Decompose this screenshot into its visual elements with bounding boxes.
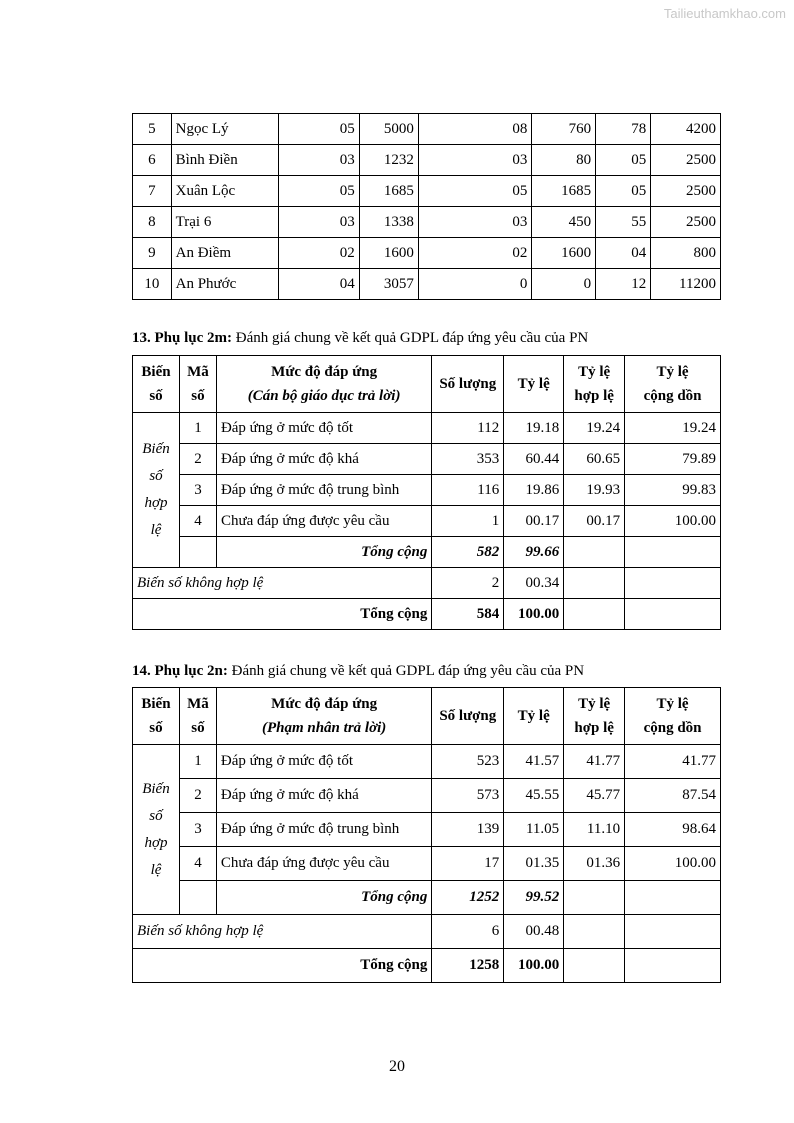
- header-ma-so: Mã số: [179, 688, 216, 745]
- cell-c5: 04: [596, 238, 651, 269]
- row-code: 1: [179, 413, 216, 444]
- watermark: Tailieuthamkhao.com: [663, 6, 786, 21]
- row-count: 573: [432, 779, 504, 813]
- row-cum-pct: 98.64: [625, 813, 721, 847]
- total-pct: 100.00: [504, 599, 564, 630]
- row-label: Đáp ứng ở mức độ khá: [216, 779, 431, 813]
- row-code: 2: [179, 779, 216, 813]
- row-code: 2: [179, 444, 216, 475]
- valid-group-label: Biến số hợp lệ: [133, 745, 180, 915]
- table-row: [133, 413, 721, 444]
- cell-c4: 1685: [532, 176, 596, 207]
- table-row: [133, 207, 721, 238]
- empty-cell: [564, 599, 625, 630]
- row-valid-pct: 19.93: [564, 475, 625, 506]
- cell-name: An Điềm: [171, 238, 278, 269]
- total-pct: 100.00: [504, 949, 564, 983]
- total-count: 1258: [432, 949, 504, 983]
- cell-c6: 2500: [651, 207, 721, 238]
- empty-cell: [625, 599, 721, 630]
- row-valid-pct: 11.10: [564, 813, 625, 847]
- cell-c1: 05: [279, 176, 360, 207]
- row-label: Đáp ứng ở mức độ tốt: [216, 745, 431, 779]
- valid-group-label: Biến số hợp lệ: [133, 413, 180, 568]
- cell-c5: 05: [596, 176, 651, 207]
- cell-c2: 1338: [359, 207, 418, 238]
- table-row: [133, 444, 721, 475]
- row-pct: 45.55: [504, 779, 564, 813]
- cell-c2: 1685: [359, 176, 418, 207]
- header-so-luong: Số lượng: [432, 356, 504, 413]
- caption-label: 14. Phụ lục 2n:: [132, 663, 228, 679]
- cell-c3: 0: [418, 269, 532, 300]
- total-label: Tổng cộng: [133, 599, 432, 630]
- header-ty-le-hop-le: Tỷ lệ hợp lệ: [564, 356, 625, 413]
- table-row: [133, 506, 721, 537]
- locations-table: [132, 113, 721, 300]
- row-code: 3: [179, 475, 216, 506]
- table-row: [133, 779, 721, 813]
- invalid-pct: 00.34: [504, 568, 564, 599]
- cell-stt: 7: [133, 176, 172, 207]
- row-cum-pct: 100.00: [625, 847, 721, 881]
- header-row: [133, 356, 721, 413]
- row-count: 1: [432, 506, 504, 537]
- cell-name: Ngọc Lý: [171, 114, 278, 145]
- empty-cell: [564, 568, 625, 599]
- table-row: [133, 847, 721, 881]
- cell-c1: 02: [279, 238, 360, 269]
- row-valid-pct: 00.17: [564, 506, 625, 537]
- row-code: 1: [179, 745, 216, 779]
- header-bien-so: Biến số: [133, 688, 180, 745]
- cell-c5: 05: [596, 145, 651, 176]
- total-count: 584: [432, 599, 504, 630]
- row-pct: 19.18: [504, 413, 564, 444]
- row-pct: 41.57: [504, 745, 564, 779]
- cell-c4: 0: [532, 269, 596, 300]
- row-valid-pct: 60.65: [564, 444, 625, 475]
- empty-cell: [625, 915, 721, 949]
- appendix-2n-table: [132, 687, 721, 983]
- cell-c6: 2500: [651, 176, 721, 207]
- empty-cell: [625, 537, 721, 568]
- empty-cell: [564, 915, 625, 949]
- empty-cell: [564, 537, 625, 568]
- appendix-2m-caption: [132, 330, 588, 347]
- row-count: 112: [432, 413, 504, 444]
- empty-cell: [564, 949, 625, 983]
- row-valid-pct: 01.36: [564, 847, 625, 881]
- row-valid-pct: 45.77: [564, 779, 625, 813]
- cell-c2: 1232: [359, 145, 418, 176]
- row-pct: 19.86: [504, 475, 564, 506]
- row-code: 3: [179, 813, 216, 847]
- cell-c3: 08: [418, 114, 532, 145]
- header-ma-so: Mã số: [179, 356, 216, 413]
- table-row: [133, 745, 721, 779]
- caption-label: 13. Phụ lục 2m:: [132, 330, 233, 346]
- row-label: Đáp ứng ở mức độ trung bình: [216, 813, 431, 847]
- cell-c6: 4200: [651, 114, 721, 145]
- subtotal-count: 582: [432, 537, 504, 568]
- table-row: [133, 114, 721, 145]
- cell-c6: 11200: [651, 269, 721, 300]
- row-cum-pct: 79.89: [625, 444, 721, 475]
- cell-c1: 04: [279, 269, 360, 300]
- cell-c3: 03: [418, 145, 532, 176]
- caption-text: Đánh giá chung về kết quả GDPL đáp ứng yêu cầu của PN: [232, 330, 589, 346]
- row-count: 139: [432, 813, 504, 847]
- row-code: 4: [179, 506, 216, 537]
- row-valid-pct: 41.77: [564, 745, 625, 779]
- table-row: [133, 269, 721, 300]
- cell-c2: 1600: [359, 238, 418, 269]
- invalid-label: Biến số không hợp lệ: [133, 915, 432, 949]
- header-muc-do: Mức độ đáp ứng (Cán bộ giáo dục trả lời): [216, 356, 431, 413]
- cell-c3: 03: [418, 207, 532, 238]
- subtotal-row: [133, 537, 721, 568]
- cell-stt: 8: [133, 207, 172, 238]
- empty-cell: [179, 881, 216, 915]
- table-row: [133, 813, 721, 847]
- subtotal-row: [133, 881, 721, 915]
- total-row: [133, 949, 721, 983]
- cell-name: Xuân Lộc: [171, 176, 278, 207]
- header-ty-le: Tỷ lệ: [504, 356, 564, 413]
- header-ty-le: Tỷ lệ: [504, 688, 564, 745]
- cell-c5: 12: [596, 269, 651, 300]
- cell-c1: 03: [279, 207, 360, 238]
- invalid-count: 2: [432, 568, 504, 599]
- appendix-2m-table: [132, 355, 721, 630]
- empty-cell: [564, 881, 625, 915]
- empty-cell: [625, 568, 721, 599]
- row-count: 523: [432, 745, 504, 779]
- row-label: Đáp ứng ở mức độ khá: [216, 444, 431, 475]
- cell-c3: 05: [418, 176, 532, 207]
- empty-cell: [179, 537, 216, 568]
- row-label: Đáp ứng ở mức độ trung bình: [216, 475, 431, 506]
- cell-stt: 5: [133, 114, 172, 145]
- cell-c5: 78: [596, 114, 651, 145]
- row-cum-pct: 100.00: [625, 506, 721, 537]
- table-row: [133, 145, 721, 176]
- cell-c1: 05: [279, 114, 360, 145]
- invalid-pct: 00.48: [504, 915, 564, 949]
- header-bien-so: Biến số: [133, 356, 180, 413]
- row-pct: 60.44: [504, 444, 564, 475]
- row-cum-pct: 19.24: [625, 413, 721, 444]
- header-ty-le-cong-don: Tỷ lệ cộng dồn: [625, 688, 721, 745]
- row-cum-pct: 87.54: [625, 779, 721, 813]
- row-cum-pct: 41.77: [625, 745, 721, 779]
- table-row: [133, 176, 721, 207]
- row-count: 17: [432, 847, 504, 881]
- cell-name: Trại 6: [171, 207, 278, 238]
- cell-c6: 2500: [651, 145, 721, 176]
- cell-c4: 1600: [532, 238, 596, 269]
- total-row: [133, 599, 721, 630]
- subtotal-label: Tổng cộng: [216, 537, 431, 568]
- cell-c2: 3057: [359, 269, 418, 300]
- invalid-label: Biến số không hợp lệ: [133, 568, 432, 599]
- cell-name: Bình Điền: [171, 145, 278, 176]
- cell-c4: 760: [532, 114, 596, 145]
- cell-stt: 10: [133, 269, 172, 300]
- cell-stt: 9: [133, 238, 172, 269]
- row-valid-pct: 19.24: [564, 413, 625, 444]
- empty-cell: [625, 881, 721, 915]
- appendix-2n-caption: [132, 663, 584, 680]
- row-count: 116: [432, 475, 504, 506]
- header-muc-do: Mức độ đáp ứng (Phạm nhân trả lời): [216, 688, 431, 745]
- invalid-row: [133, 915, 721, 949]
- subtotal-label: Tổng cộng: [216, 881, 431, 915]
- empty-cell: [625, 949, 721, 983]
- row-label: Chưa đáp ứng được yêu cầu: [216, 847, 431, 881]
- total-label: Tổng cộng: [133, 949, 432, 983]
- header-so-luong: Số lượng: [432, 688, 504, 745]
- cell-c3: 02: [418, 238, 532, 269]
- header-row: [133, 688, 721, 745]
- row-code: 4: [179, 847, 216, 881]
- cell-c6: 800: [651, 238, 721, 269]
- caption-text: Đánh giá chung về kết quả GDPL đáp ứng yêu cầu của PN: [227, 663, 585, 679]
- cell-c5: 55: [596, 207, 651, 238]
- row-label: Đáp ứng ở mức độ tốt: [216, 413, 431, 444]
- row-pct: 01.35: [504, 847, 564, 881]
- cell-c2: 5000: [359, 114, 418, 145]
- header-ty-le-cong-don: Tỷ lệ cộng dồn: [625, 356, 721, 413]
- invalid-count: 6: [432, 915, 504, 949]
- row-pct: 11.05: [504, 813, 564, 847]
- row-label: Chưa đáp ứng được yêu cầu: [216, 506, 431, 537]
- row-pct: 00.17: [504, 506, 564, 537]
- cell-c4: 450: [532, 207, 596, 238]
- subtotal-count: 1252: [432, 881, 504, 915]
- invalid-row: [133, 568, 721, 599]
- table-row: [133, 475, 721, 506]
- cell-c4: 80: [532, 145, 596, 176]
- subtotal-pct: 99.52: [504, 881, 564, 915]
- subtotal-pct: 99.66: [504, 537, 564, 568]
- header-ty-le-hop-le: Tỷ lệ hợp lệ: [564, 688, 625, 745]
- table-row: [133, 238, 721, 269]
- cell-c1: 03: [279, 145, 360, 176]
- row-count: 353: [432, 444, 504, 475]
- cell-name: An Phước: [171, 269, 278, 300]
- page-number: 20: [389, 1058, 405, 1075]
- row-cum-pct: 99.83: [625, 475, 721, 506]
- cell-stt: 6: [133, 145, 172, 176]
